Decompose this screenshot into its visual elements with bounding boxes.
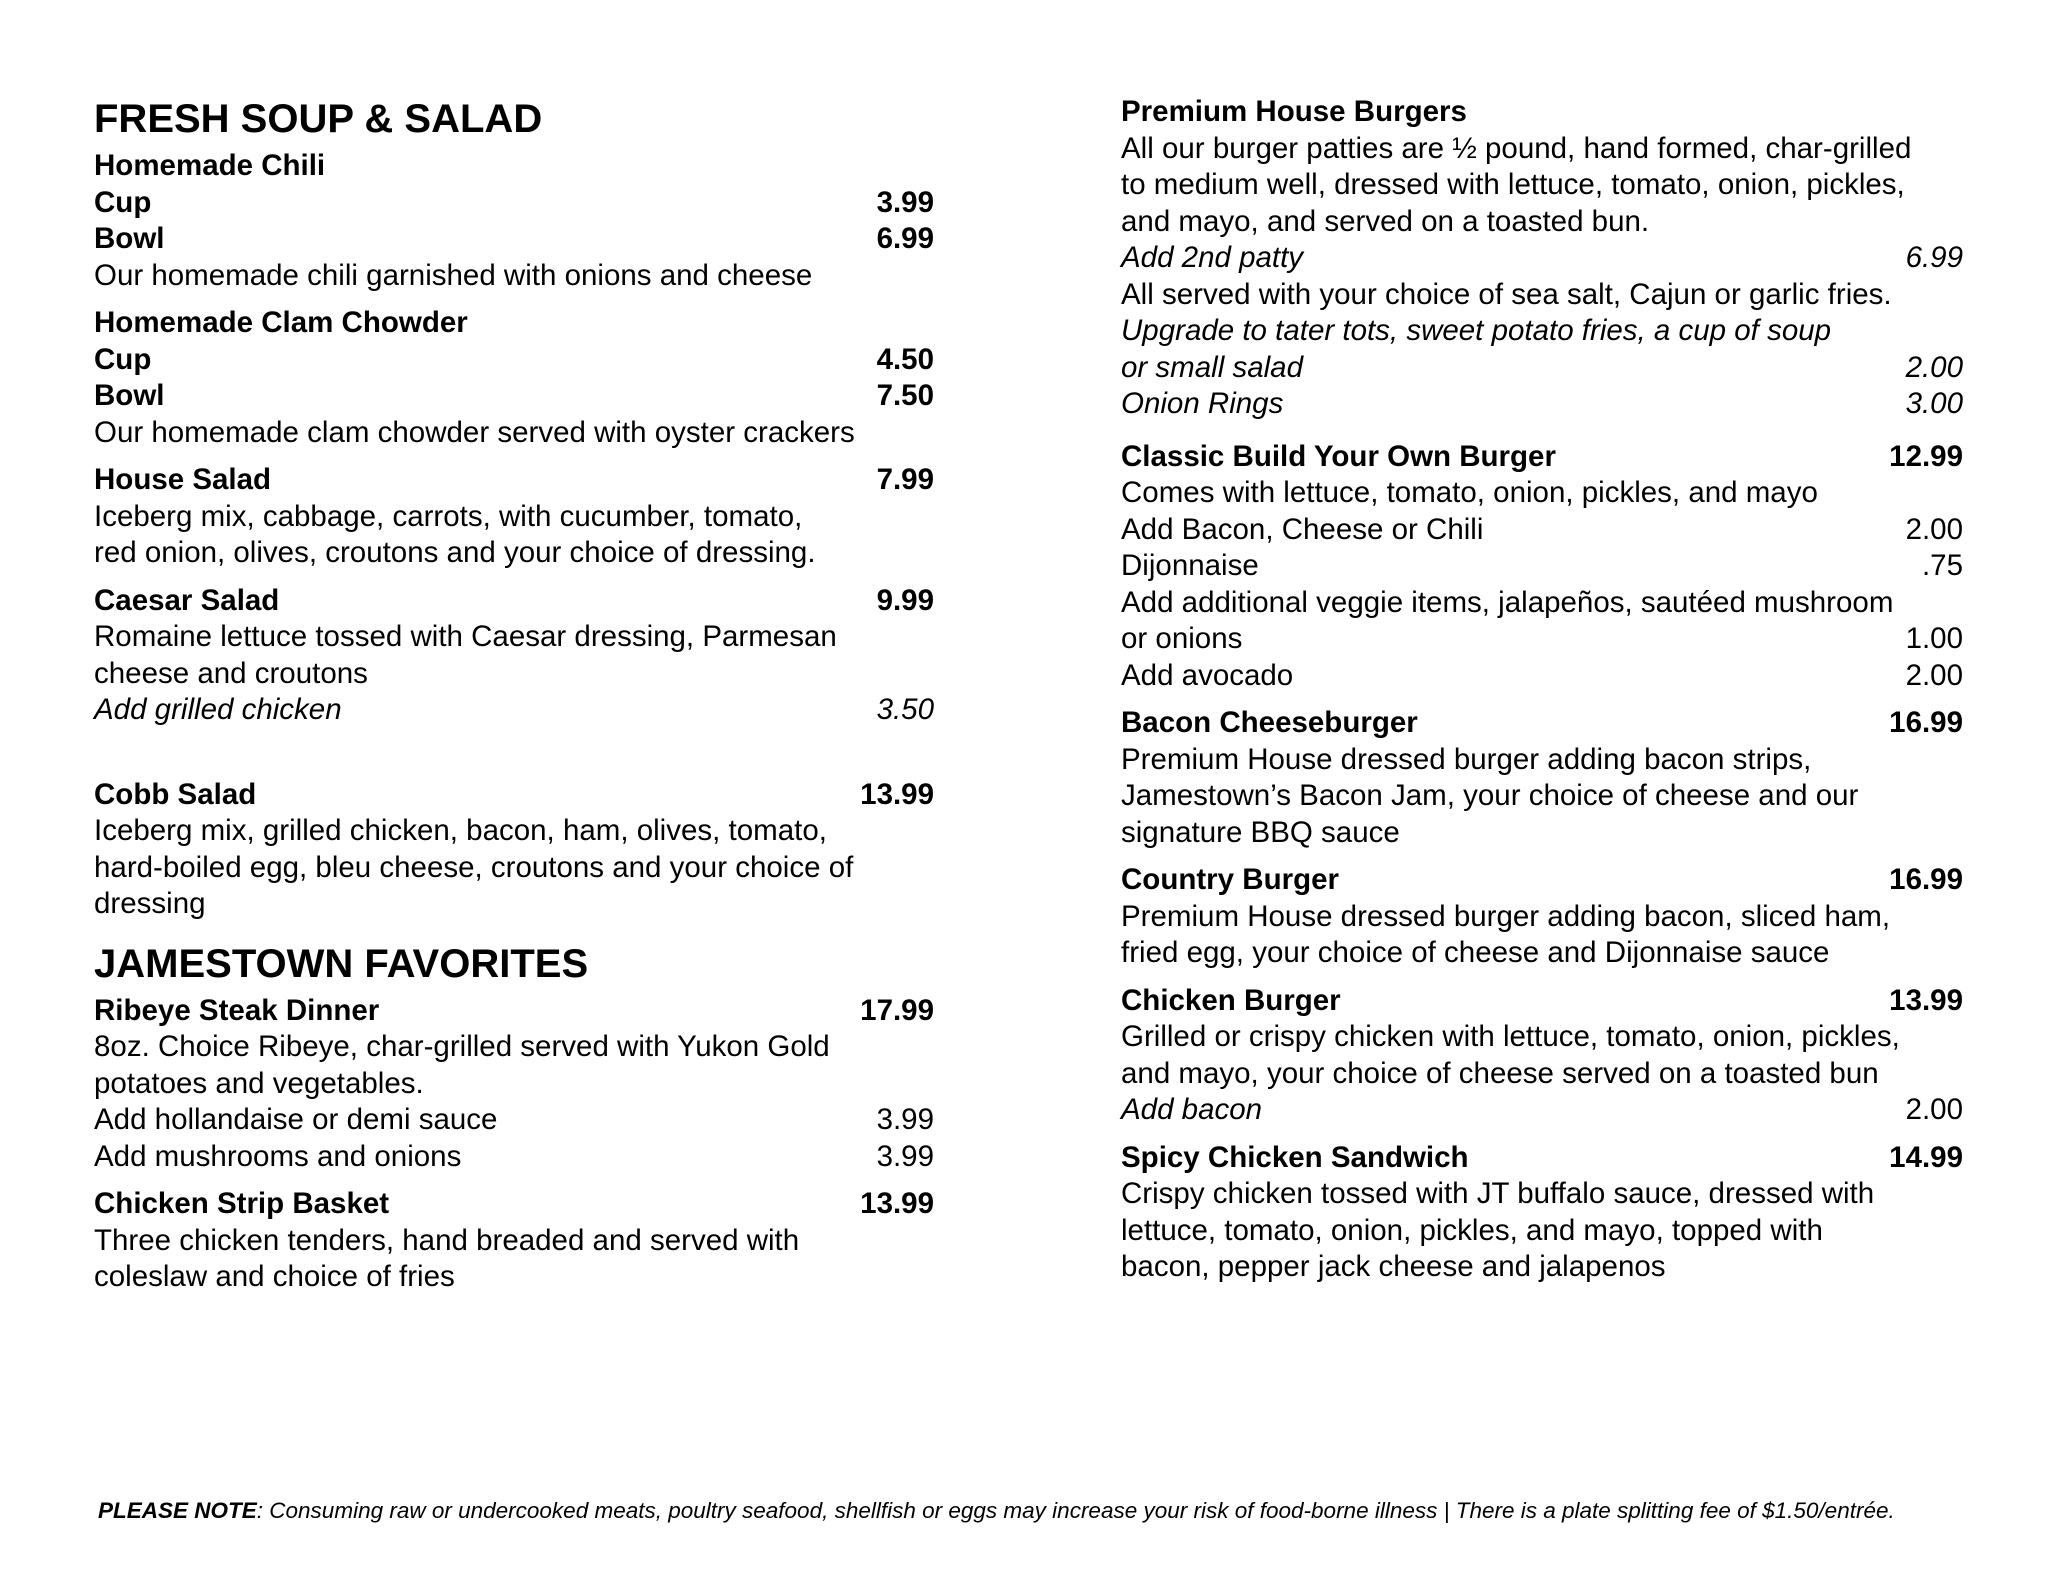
footer-note-text: : Consuming raw or undercooked meats, poultry seafood, shellfish or eggs may increase your risk of food-borne illness | There is a plate splitting fee of $1.50/entrée.: [256, 1498, 1895, 1523]
section-heading-jamestown-favorites: JAMESTOWN FAVORITES: [94, 941, 589, 986]
item-title: Classic Build Your Own Burger: [1121, 439, 1556, 473]
menu-item-caesar-salad: [94, 583, 934, 729]
item-price: 13.99: [860, 777, 934, 811]
item-description-line: dressing: [94, 887, 206, 920]
item-description: Our homemade chili garnished with onions and cheese: [94, 258, 813, 292]
item-price: 13.99: [1889, 983, 1963, 1017]
item-description-line: hard-boiled egg, bleu cheese, croutons and your choice of: [94, 850, 854, 884]
size-label-cup: Cup: [94, 185, 152, 219]
item-description-line: Romaine lettuce tossed with Caesar dressing, Parmesan: [94, 620, 837, 653]
item-title: Ribeye Steak Dinner: [94, 993, 380, 1027]
menu-item-premium-house-burgers: [1121, 94, 1963, 423]
menu-item-chicken-strip-basket: [94, 1186, 934, 1296]
price-bowl: 6.99: [876, 222, 934, 255]
item-description-line: potatoes and vegetables.: [94, 1066, 424, 1100]
upgrade-note: or small salad: [1121, 350, 1303, 384]
item-description-line: 8oz. Choice Ribeye, char-grilled served with Yukon Gold: [94, 1030, 830, 1063]
addon-label: Add avocado: [1121, 658, 1294, 692]
right-column: [1121, 94, 1963, 1286]
item-title: Homemade Chili: [94, 149, 326, 182]
item-description-line: and mayo, and served on a toasted bun.: [1121, 204, 1650, 238]
menu-item-cobb-salad: [94, 777, 934, 923]
item-title: Cobb Salad: [94, 777, 257, 811]
item-description-line: Premium House dressed burger adding bacon, sliced ham,: [1121, 899, 1891, 933]
item-description-line: Crispy chicken tossed with JT buffalo sauce, dressed with: [1121, 1177, 1875, 1210]
menu-item-classic-burger: [1121, 439, 1963, 695]
item-description-line: to medium well, dressed with lettuce, tomato, onion, pickles,: [1121, 168, 1905, 201]
item-price: 9.99: [876, 583, 934, 617]
item-description-line: fried egg, your choice of cheese and Dijonnaise sauce: [1121, 936, 1830, 969]
addon-price: 2.00: [1905, 658, 1963, 692]
item-description-line: and mayo, your choice of cheese served on a toasted bun: [1121, 1056, 1879, 1090]
addon-label: Onion Rings: [1121, 387, 1284, 420]
footer-note: [98, 1498, 1968, 1524]
item-description-line: bacon, pepper jack cheese and jalapenos: [1121, 1250, 1666, 1283]
item-description-line: Jamestown’s Bacon Jam, your choice of cheese and our: [1121, 779, 1859, 812]
size-label-bowl: Bowl: [94, 222, 165, 255]
price-bowl: 7.50: [876, 379, 934, 412]
item-title: Spicy Chicken Sandwich: [1121, 1140, 1469, 1174]
addon-label: Add grilled chicken: [94, 693, 342, 726]
addon-price: .75: [1921, 549, 1963, 582]
item-title: Premium House Burgers: [1121, 95, 1467, 128]
item-price: 16.99: [1889, 863, 1963, 896]
item-title: Chicken Burger: [1121, 983, 1341, 1017]
addon-price: 3.00: [1905, 387, 1963, 420]
addon-price: 2.00: [1905, 512, 1963, 546]
item-description: Our homemade clam chowder served with oyster crackers: [94, 415, 855, 449]
menu-item-country-burger: [1121, 862, 1963, 972]
addon-price: 2.00: [1905, 1093, 1963, 1126]
menu-item-clam-chowder: [94, 305, 934, 451]
upgrade-note: Upgrade to tater tots, sweet potato fries, a cup of soup: [1121, 314, 1832, 347]
addon-price: 3.99: [876, 1139, 934, 1173]
item-price: 13.99: [860, 1187, 934, 1220]
menu-item-bacon-cheeseburger: [1121, 705, 1963, 851]
price-cup: 4.50: [876, 342, 934, 376]
addon-price: 3.99: [876, 1103, 934, 1136]
item-description-line: Grilled or crispy chicken with lettuce, tomato, onion, pickles,: [1121, 1020, 1900, 1053]
item-description-line: Three chicken tenders, hand breaded and served with: [94, 1223, 800, 1257]
item-price: 12.99: [1889, 439, 1963, 473]
item-title: Bacon Cheeseburger: [1121, 706, 1418, 739]
item-description-line: All our burger patties are ½ pound, hand formed, char-grilled: [1121, 131, 1912, 165]
menu-item-homemade-chili: [94, 148, 934, 294]
menu-item-chicken-burger: [1121, 983, 1963, 1129]
item-title: Caesar Salad: [94, 583, 280, 617]
addon-label: Dijonnaise: [1121, 549, 1259, 582]
addon-price: 6.99: [1905, 241, 1963, 274]
addon-price: 3.50: [876, 693, 934, 726]
upgrade-price: 2.00: [1905, 350, 1963, 384]
item-price: 16.99: [1889, 706, 1963, 739]
price-cup: 3.99: [876, 185, 934, 219]
item-title: Homemade Clam Chowder: [94, 306, 468, 339]
item-price: 7.99: [876, 463, 934, 496]
section-heading-soup-salad: FRESH SOUP & SALAD: [94, 97, 543, 141]
item-description-line: Iceberg mix, grilled chicken, bacon, ham, olives, tomato,: [94, 814, 827, 847]
addon-label: Add Bacon, Cheese or Chili: [1121, 512, 1484, 546]
item-price: 17.99: [860, 993, 934, 1027]
addon-label: Add hollandaise or demi sauce: [94, 1103, 498, 1136]
left-column: [94, 86, 934, 1296]
item-title: Country Burger: [1121, 863, 1339, 896]
item-description-line: coleslaw and choice of fries: [94, 1260, 455, 1293]
fries-note: All served with your choice of sea salt, Cajun or garlic fries.: [1121, 277, 1892, 311]
size-label-cup: Cup: [94, 342, 152, 376]
item-title: House Salad: [94, 463, 272, 496]
item-description-line: lettuce, tomato, onion, pickles, and mayo, topped with: [1121, 1213, 1823, 1247]
item-description-line: Premium House dressed burger adding bacon strips,: [1121, 742, 1812, 776]
addon-price: 1.00: [1905, 622, 1963, 655]
item-price: 14.99: [1889, 1140, 1963, 1174]
item-title: Chicken Strip Basket: [94, 1187, 390, 1220]
addon-label: Add 2nd patty: [1121, 241, 1304, 274]
footer-note-label: PLEASE NOTE: [98, 1498, 257, 1523]
size-label-bowl: Bowl: [94, 379, 165, 412]
item-description-line: cheese and croutons: [94, 656, 368, 690]
item-description-line: red onion, olives, croutons and your choice of dressing.: [94, 536, 816, 569]
addon-label: Add bacon: [1121, 1093, 1263, 1126]
item-description-line: signature BBQ sauce: [1121, 815, 1400, 849]
menu-item-ribeye-steak-dinner: [94, 993, 934, 1176]
menu-item-spicy-chicken-sandwich: [1121, 1140, 1963, 1286]
addon-label: or onions: [1121, 622, 1243, 655]
addon-label: Add additional veggie items, jalapeños, sautéed mushroom: [1121, 585, 1894, 619]
menu-item-house-salad: [94, 462, 934, 572]
addon-label: Add mushrooms and onions: [94, 1139, 462, 1173]
item-description: Comes with lettuce, tomato, onion, pickles, and mayo: [1121, 476, 1818, 509]
item-description-line: Iceberg mix, cabbage, carrots, with cucumber, tomato,: [94, 499, 803, 533]
